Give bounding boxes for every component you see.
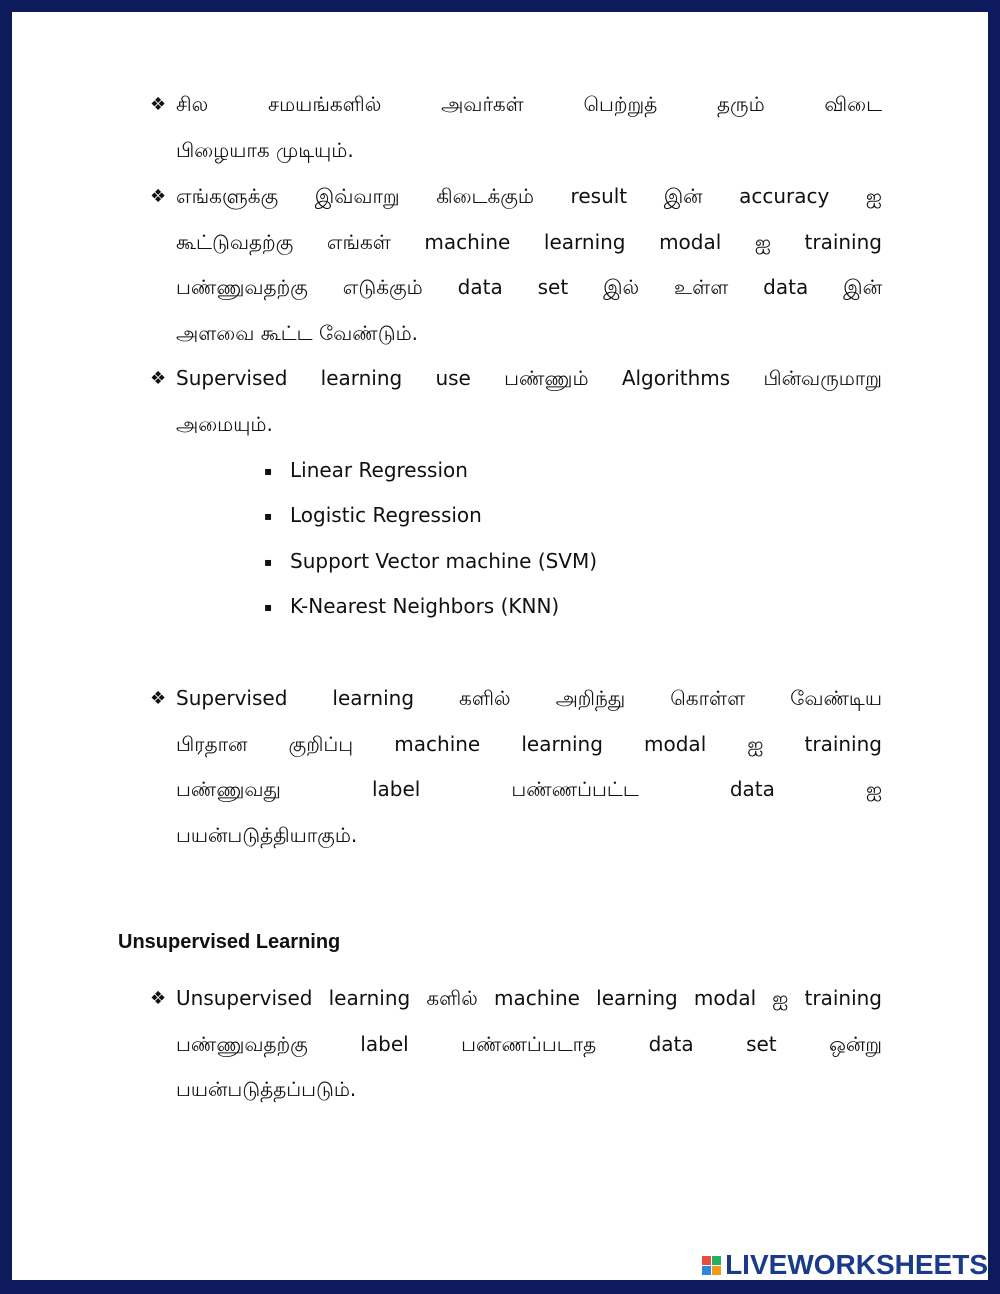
square-bullet-icon: ▪ [264, 508, 273, 523]
bullet-line: பயன்படுத்தப்படும். [176, 1077, 357, 1101]
bullet-diamond-icon: ❖ [150, 368, 167, 389]
bullet-line: கூட்டுவதற்கு எங்கள் machine learning modal ஐ training [176, 229, 882, 254]
algorithm-name: Linear Regression [290, 458, 468, 482]
bullet-item [150, 174, 882, 356]
bullet-diamond-icon: ❖ [150, 988, 167, 1009]
bullet-line: Supervised learning use பண்ணும் Algorithms பின்வருமாறு [176, 366, 882, 390]
logo-square [712, 1256, 721, 1265]
algorithm-name: Logistic Regression [290, 503, 482, 527]
bullet-item [150, 976, 882, 1113]
bullet-line: Supervised learning களில் அறிந்து கொள்ள வேண்டிய [176, 686, 882, 710]
bullet-line: பயன்படுத்தியாகும். [176, 822, 358, 847]
logo-grid-icon [702, 1256, 721, 1275]
worksheet-page [12, 12, 988, 1280]
algorithm-list-item [264, 448, 468, 494]
bullet-item [150, 82, 882, 173]
bullet-line: பண்ணுவதற்கு label பண்ணப்படாத data set ஒன்று [176, 1031, 882, 1056]
bullet-diamond-icon: ❖ [150, 94, 167, 115]
bullet-line: அமையும். [176, 411, 273, 436]
bullet-line: எங்களுக்கு இவ்வாறு கிடைக்கும் result இன் accuracy ஐ [176, 184, 882, 208]
bullet-line: பண்ணுவது label பண்ணப்பட்ட data ஐ [176, 777, 882, 801]
square-bullet-icon: ▪ [264, 599, 273, 614]
logo-square [702, 1256, 711, 1265]
bullet-line: பிழையாக முடியும். [176, 137, 354, 162]
algorithm-list-item [264, 584, 559, 630]
algorithm-list-item [264, 539, 597, 585]
bullet-line: Unsupervised learning களில் machine learning modal ஐ training [176, 986, 882, 1010]
brand-name: LIVEWORKSHEETS [725, 1249, 988, 1280]
square-bullet-icon: ▪ [264, 463, 273, 478]
bullet-item [150, 676, 882, 858]
bullet-line: பண்ணுவதற்கு எடுக்கும் data set இல் உள்ள data இன் [176, 275, 882, 299]
bullet-line: சில சமயங்களில் அவர்கள் பெற்றுத் தரும் விடை [176, 92, 882, 116]
bullet-line: பிரதான குறிப்பு machine learning modal ஐ training [176, 731, 882, 756]
square-bullet-icon: ▪ [264, 554, 273, 569]
bullet-item [150, 356, 882, 447]
algorithm-name: Support Vector machine (SVM) [290, 549, 598, 573]
logo-square [702, 1266, 711, 1275]
bullet-diamond-icon: ❖ [150, 186, 167, 207]
bullet-diamond-icon: ❖ [150, 688, 167, 709]
section-heading: Unsupervised Learning [118, 931, 341, 953]
liveworksheets-logo [698, 1250, 988, 1280]
algorithm-name: K-Nearest Neighbors (KNN) [290, 594, 560, 618]
algorithm-list-item [264, 493, 482, 539]
bullet-line: அளவை கூட்ட வேண்டும். [176, 320, 419, 345]
logo-square [712, 1266, 721, 1275]
